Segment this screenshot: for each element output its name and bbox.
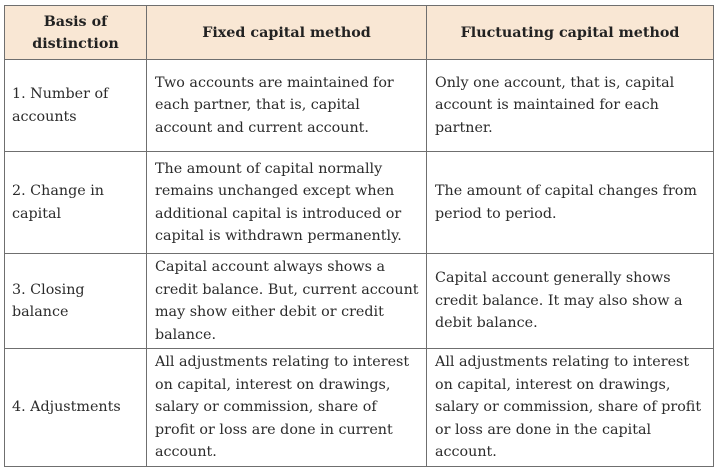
row-basis: 4. Adjustments xyxy=(5,349,147,467)
row-fluctuating: The amount of capital changes from period to period. xyxy=(427,152,714,254)
table-header xyxy=(5,6,714,60)
row-fixed: The amount of capital normally remains unchanged except when additional capital is introduced or capital is withdrawn permanently. xyxy=(147,152,427,254)
table-row xyxy=(5,152,714,254)
row-basis: 2. Change in capital xyxy=(5,152,147,254)
row-fluctuating: All adjustments relating to interest on capital, interest on drawings, salary or commission, share of profit or loss are done in the capital account. xyxy=(427,349,714,467)
row-fixed: Two accounts are maintained for each partner, that is, capital account and current account. xyxy=(147,60,427,152)
table-row xyxy=(5,254,714,349)
row-fluctuating: Capital account generally shows credit balance. It may also show a debit balance. xyxy=(427,254,714,349)
table-row xyxy=(5,349,714,467)
header-fixed-capital: Fixed capital method xyxy=(147,6,427,60)
row-fixed: All adjustments relating to interest on capital, interest on drawings, salary or commission, share of profit or loss are done in current account. xyxy=(147,349,427,467)
header-row xyxy=(5,6,714,60)
row-fixed: Capital account always shows a credit balance. But, current account may show either debit or credit balance. xyxy=(147,254,427,349)
header-basis: Basis of distinction xyxy=(5,6,147,60)
comparison-table xyxy=(4,5,714,467)
row-fluctuating: Only one account, that is, capital account is maintained for each partner. xyxy=(427,60,714,152)
table-row xyxy=(5,60,714,152)
table-body xyxy=(5,60,714,467)
header-fluctuating-capital: Fluctuating capital method xyxy=(427,6,714,60)
row-basis: 1. Number of accounts xyxy=(5,60,147,152)
row-basis: 3. Closing balance xyxy=(5,254,147,349)
